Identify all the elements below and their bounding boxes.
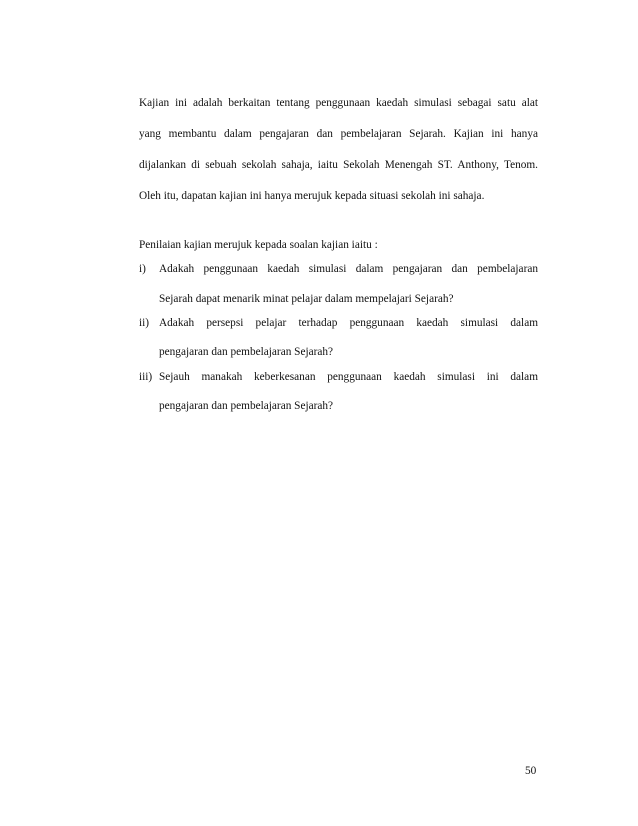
paragraph-line: Oleh itu, dapatan kajian ini hanya merujuk kepada situasi sekolah ini sahaja. (139, 190, 485, 202)
questions-intro: Penilaian kajian merujuk kepada soalan kajian iaitu : (139, 239, 378, 251)
page-number: 50 (525, 765, 537, 777)
question-label: iii) (139, 371, 153, 383)
question-label: ii) (139, 317, 150, 329)
paragraph-line: Kajian ini adalah berkaitan tentang penggunaan kaedah simulasi sebagai satu alat (139, 97, 538, 109)
paragraph-line: dijalankan di sebuah sekolah sahaja, iaitu Sekolah Menengah ST. Anthony, Tenom. (139, 159, 538, 171)
question-label: i) (139, 263, 146, 275)
question-line: pengajaran dan pembelajaran Sejarah? (159, 400, 334, 412)
question-line: Sejarah dapat menarik minat pelajar dalam mempelajari Sejarah? (159, 293, 454, 305)
question-line: Sejauh manakah keberkesanan penggunaan kaedah simulasi ini dalam (159, 371, 538, 383)
question-line: pengajaran dan pembelajaran Sejarah? (159, 346, 334, 358)
question-line: Adakah penggunaan kaedah simulasi dalam pengajaran dan pembelajaran (159, 263, 538, 275)
question-line: Adakah persepsi pelajar terhadap penggunaan kaedah simulasi dalam (159, 317, 538, 329)
paragraph-line: yang membantu dalam pengajaran dan pembelajaran Sejarah. Kajian ini hanya (139, 128, 538, 140)
